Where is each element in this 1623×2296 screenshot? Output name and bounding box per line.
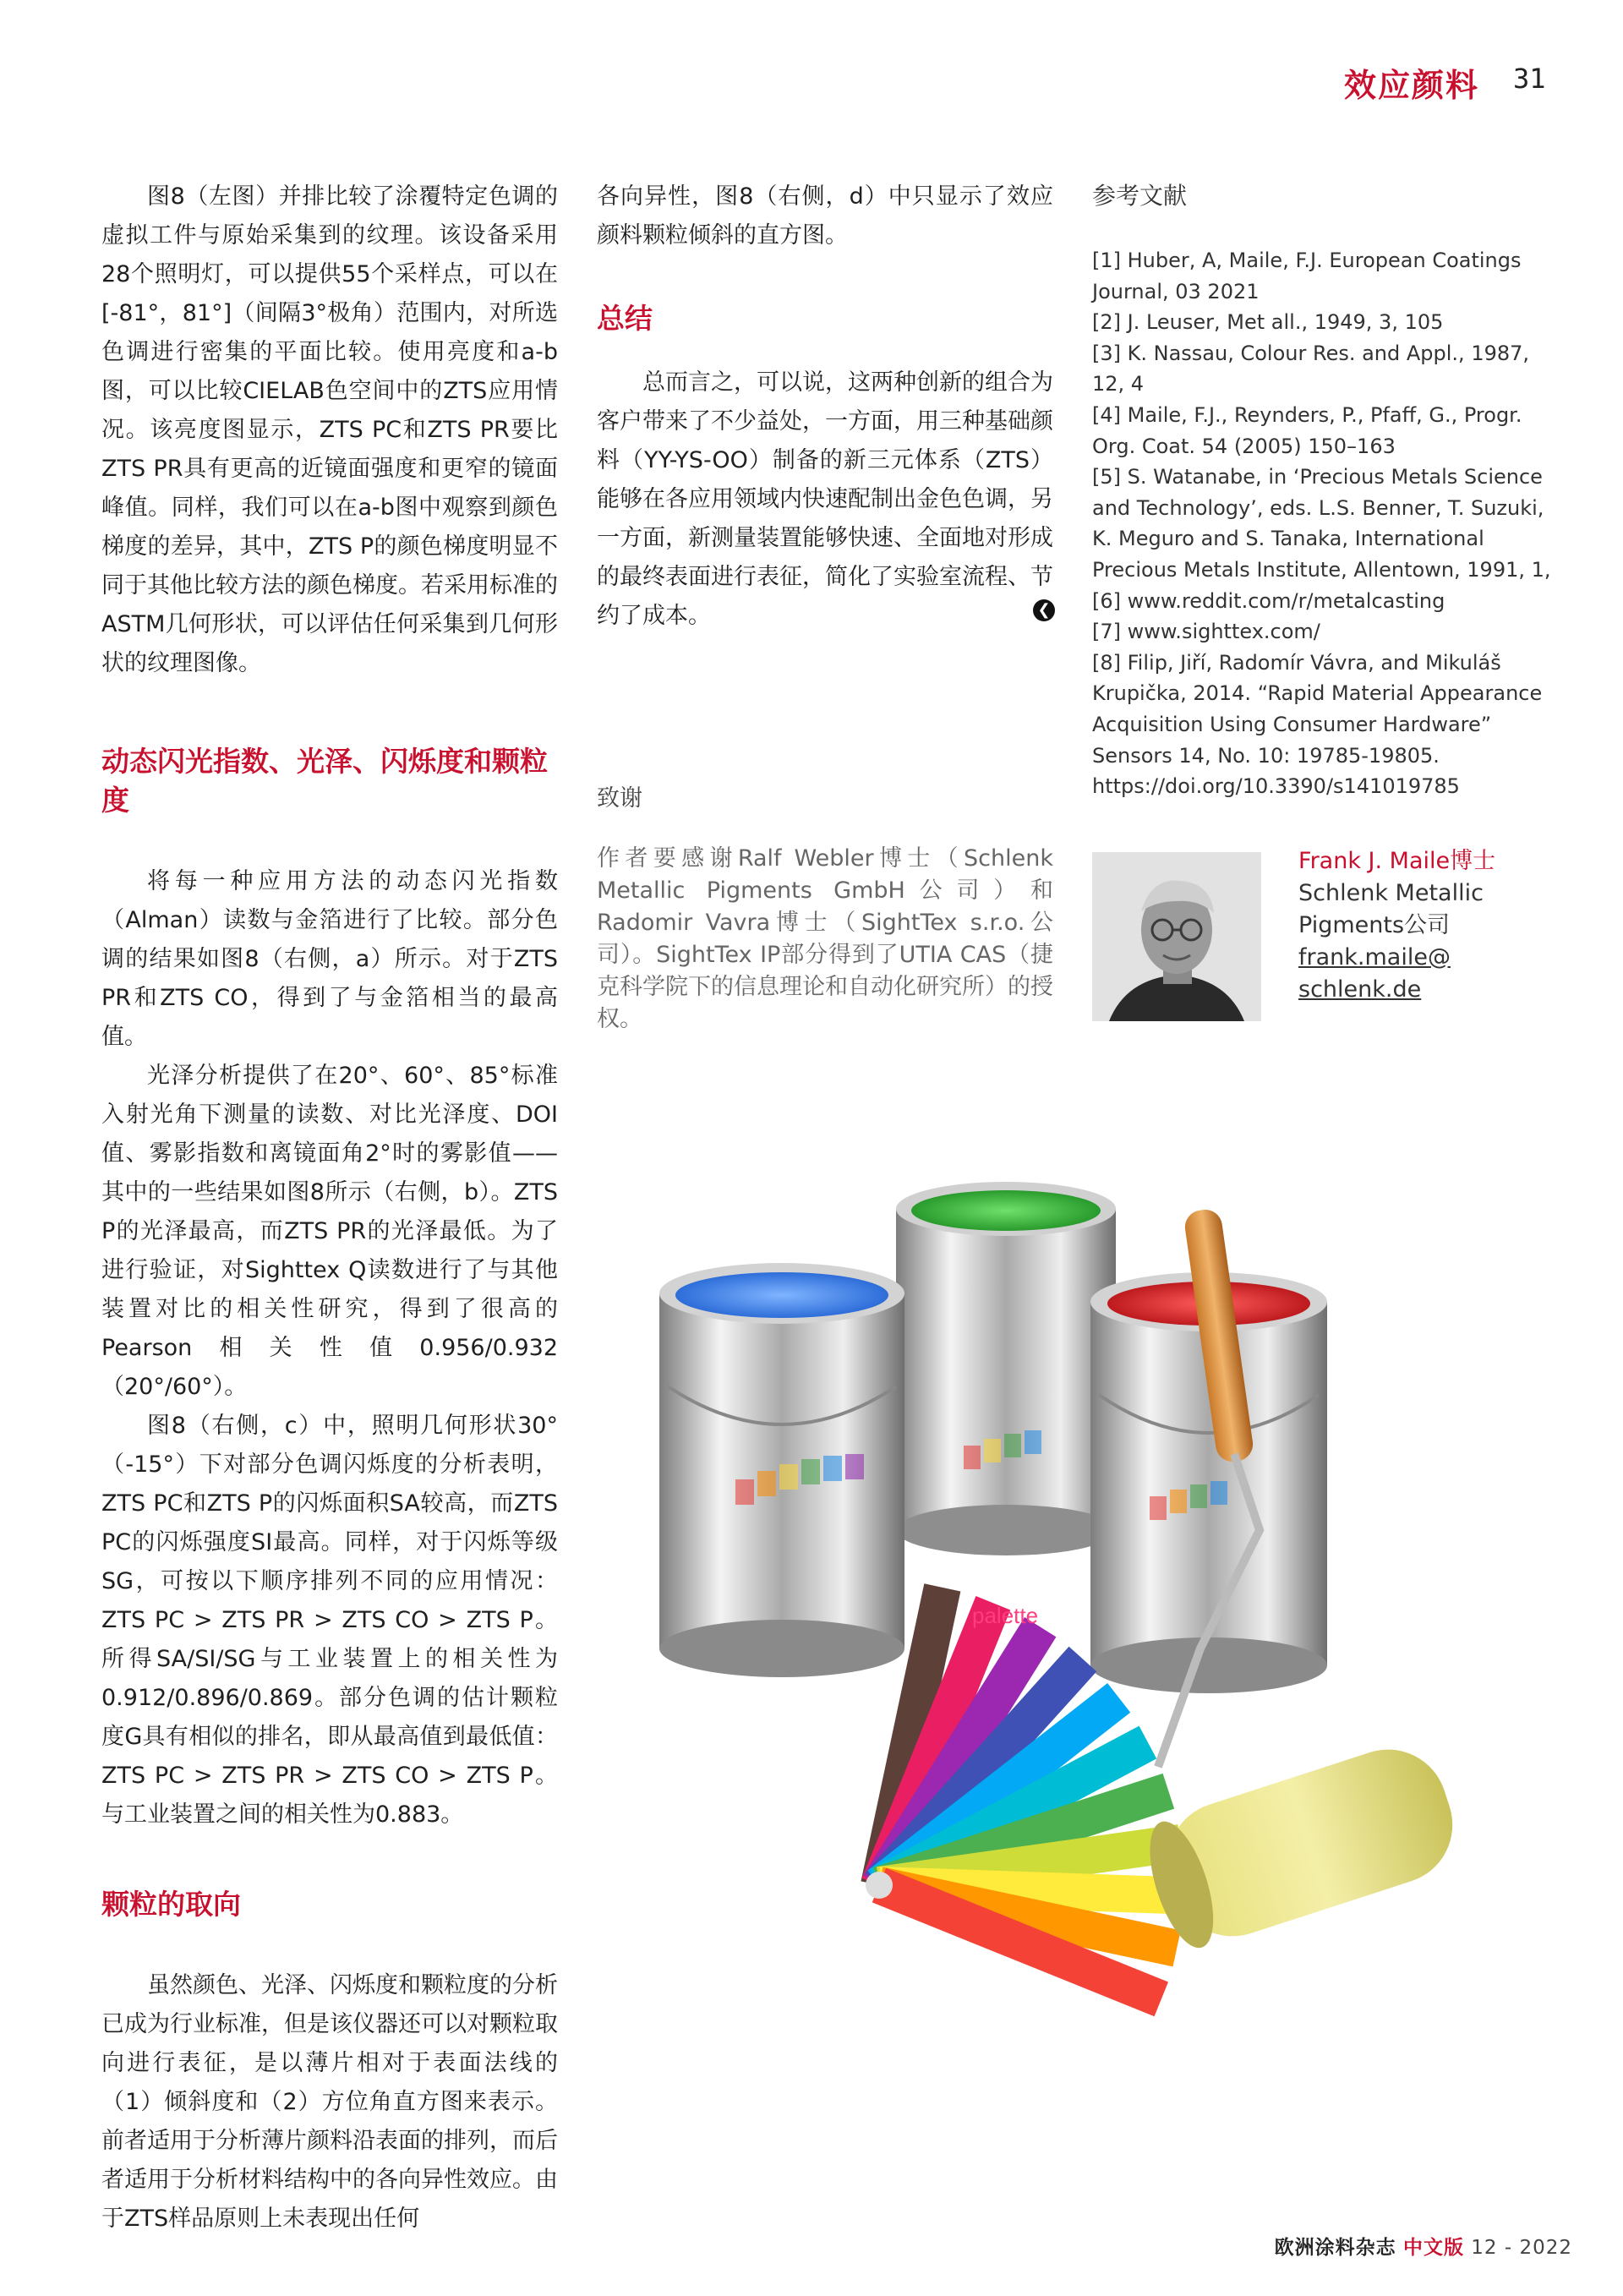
- heading-dynamic-sparkle: 动态闪光指数、光泽、闪烁度和颗粒度: [101, 745, 548, 817]
- references-heading: 参考文献: [1092, 182, 1188, 210]
- issue-date: 12 - 2022: [1471, 2237, 1572, 2259]
- paragraph: 图8（左图）并排比较了涂覆特定色调的虚拟工件与原始采集到的纹理。该设备采用28个照明灯，可以提供55个采样点，可以在[-81°，81°]（间隔3°极角）范围内，对所选色调进行密集的平面比较。使用亮度和a-b图，可以比较CIELAB色空间中的ZTS应用情况。该亮度图显示，ZTS PC和ZTS PR要比ZTS PR具有更高的近镜面强度和更窄的镜面峰值。同样，我们可以在a-b图中观察到颜色梯度的差异，其中，ZTS P的颜色梯度明显不同于其他比较方法的颜色梯度。若采用标准的ASTM几何形状，可以评估任何采集到几何形状的纹理图像。: [101, 183, 558, 676]
- author-company: Schlenk Metallic: [1298, 880, 1484, 906]
- reference-item: [2] J. Leuser, Met all., 1949, 3, 105: [1092, 310, 1444, 335]
- author-portrait: [1092, 852, 1261, 1021]
- end-of-article-icon: ❮: [1033, 599, 1055, 621]
- author-info: [1298, 845, 1552, 1006]
- paragraph: 虽然颜色、光泽、闪烁度和颗粒度的分析已成为行业标准，但是该仪器还可以对颗粒取向进行表征，是以薄片相对于表面法线的（1）倾斜度和（2）方位角直方图来表示。前者适用于分析薄片颜料沿表面的排列，而后者适用于分析材料结构中的各向异性效应。由于ZTS样品原则上未表现出任何: [101, 1972, 558, 2232]
- author-email[interactable]: frank.maile@: [1298, 944, 1451, 970]
- fan-deck-label: palette: [972, 1603, 1039, 1628]
- reference-item: [4] Maile, F.J., Reynders, P., Pfaff, G., Progr. Org. Coat. 54 (2005) 150–163: [1092, 402, 1522, 458]
- paragraph: 图8（右侧，c）中，照明几何形状30°（-15°）下对部分色调闪烁度的分析表明，ZTS PC和ZTS P的闪烁面积SA较高，而ZTS PC的闪烁强度SI最高。同样，对于闪烁等级SG，可按以下顺序排列不同的应用情况：ZTS PC > ZTS PR > ZTS CO > ZTS P。所得SA/SI/SG与工业装置上的相关性为0.912/0.896/0.869。部分色调的估计颗粒度G具有相似的排名，即从最高值到最低值：ZTS PC > ZTS PR > ZTS CO > ZTS P。与工业装置之间的相关性为0.883。: [101, 1413, 558, 1828]
- reference-item: [8] Filip, Jiří, Radomír Vávra, and Mikuláš Krupička, 2014. “Rapid Material Appearance Acquisition Using Consumer Hardware” Sensors 14, No. 10: 19785-19805. https://doi.org/10.3390/s141019785: [1092, 650, 1543, 799]
- author-email[interactable]: schlenk.de: [1298, 976, 1422, 1003]
- author-name: Frank J. Maile博士: [1298, 848, 1496, 874]
- footer: [1234, 2232, 1572, 2262]
- acknowledgement-text: 作者要感谢Ralf Webler博士（Schlenk Metallic Pigments GmbH公司）和Radomir Vavra博士（SightTex s.r.o.公司）。SightTex IP部分得到了UTIA CAS（捷克科学院下的信息理论和自动化研究所）的授权。: [597, 845, 1053, 1032]
- left-column: [101, 178, 558, 2239]
- paragraph: 将每一种应用方法的动态闪光指数（Alman）读数与金箔进行了比较。部分色调的结果如图8（右侧，a）所示。对于ZTS PR和ZTS CO，得到了与金箔相当的最高值。: [101, 868, 558, 1050]
- magazine-name: 欧洲涂料杂志: [1274, 2237, 1396, 2259]
- paint-cans-photo: [609, 1175, 1547, 2036]
- reference-item: [3] K. Nassau, Colour Res. and Appl., 1987, 12, 4: [1092, 341, 1530, 396]
- paint-cans-illustration: [609, 1175, 1547, 2036]
- middle-column: [597, 178, 1053, 1036]
- reference-item[interactable]: [6] www.reddit.com/r/metalcasting: [1092, 588, 1445, 613]
- heading-acknowledgement: 致谢: [597, 785, 642, 812]
- reference-item: [5] S. Watanabe, in ‘Precious Metals Science and Technology’, eds. L.S. Benner, T. Suzuki, K. Meguro and S. Tanaka, International Precious Metals Institute, Allentown, 1991, 1,: [1092, 465, 1551, 582]
- reference-item[interactable]: [7] www.sighttex.com/: [1092, 620, 1320, 644]
- heading-summary: 总结: [597, 302, 653, 335]
- paragraph: 各向异性，图8（右侧，d）中只显示了效应颜料颗粒倾斜的直方图。: [597, 183, 1053, 249]
- paragraph: 光泽分析提供了在20°、60°、85°标准入射光角下测量的读数、对比光泽度、DOI值、雾影指数和离镜面角2°时的雾影值——其中的一些结果如图8所示（右侧，b）。ZTS P的光泽最高，而ZTS PR的光泽最低。为了进行验证，对Sighttex Q读数进行了与其他装置对比的相关性研究，得到了很高的Pearson相关性值0.956/0.932（20°/60°）。: [101, 1063, 558, 1400]
- author-company: Pigments公司: [1298, 912, 1451, 938]
- references-column: [1092, 178, 1566, 802]
- section-title: 效应颜料: [1344, 67, 1480, 104]
- portrait-image: [1092, 852, 1261, 1021]
- paragraph: 总而言之，可以说，这两种创新的组合为客户带来了不少益处，一方面，用三种基础颜料（YY-YS-OO）制备的新三元体系（ZTS）能够在各应用领域内快速配制出金色色调，另一方面，新测量装置能够快速、全面地对形成的最终表面进行表征，简化了实验室流程、节约了成本。: [597, 369, 1053, 629]
- heading-particle-orientation: 颗粒的取向: [101, 1888, 241, 1921]
- edition-label: 中文版: [1402, 2237, 1464, 2259]
- reference-item: [1] Huber, A, Maile, F.J. European Coatings Journal, 03 2021: [1092, 249, 1522, 303]
- page-number: 31: [1513, 63, 1546, 95]
